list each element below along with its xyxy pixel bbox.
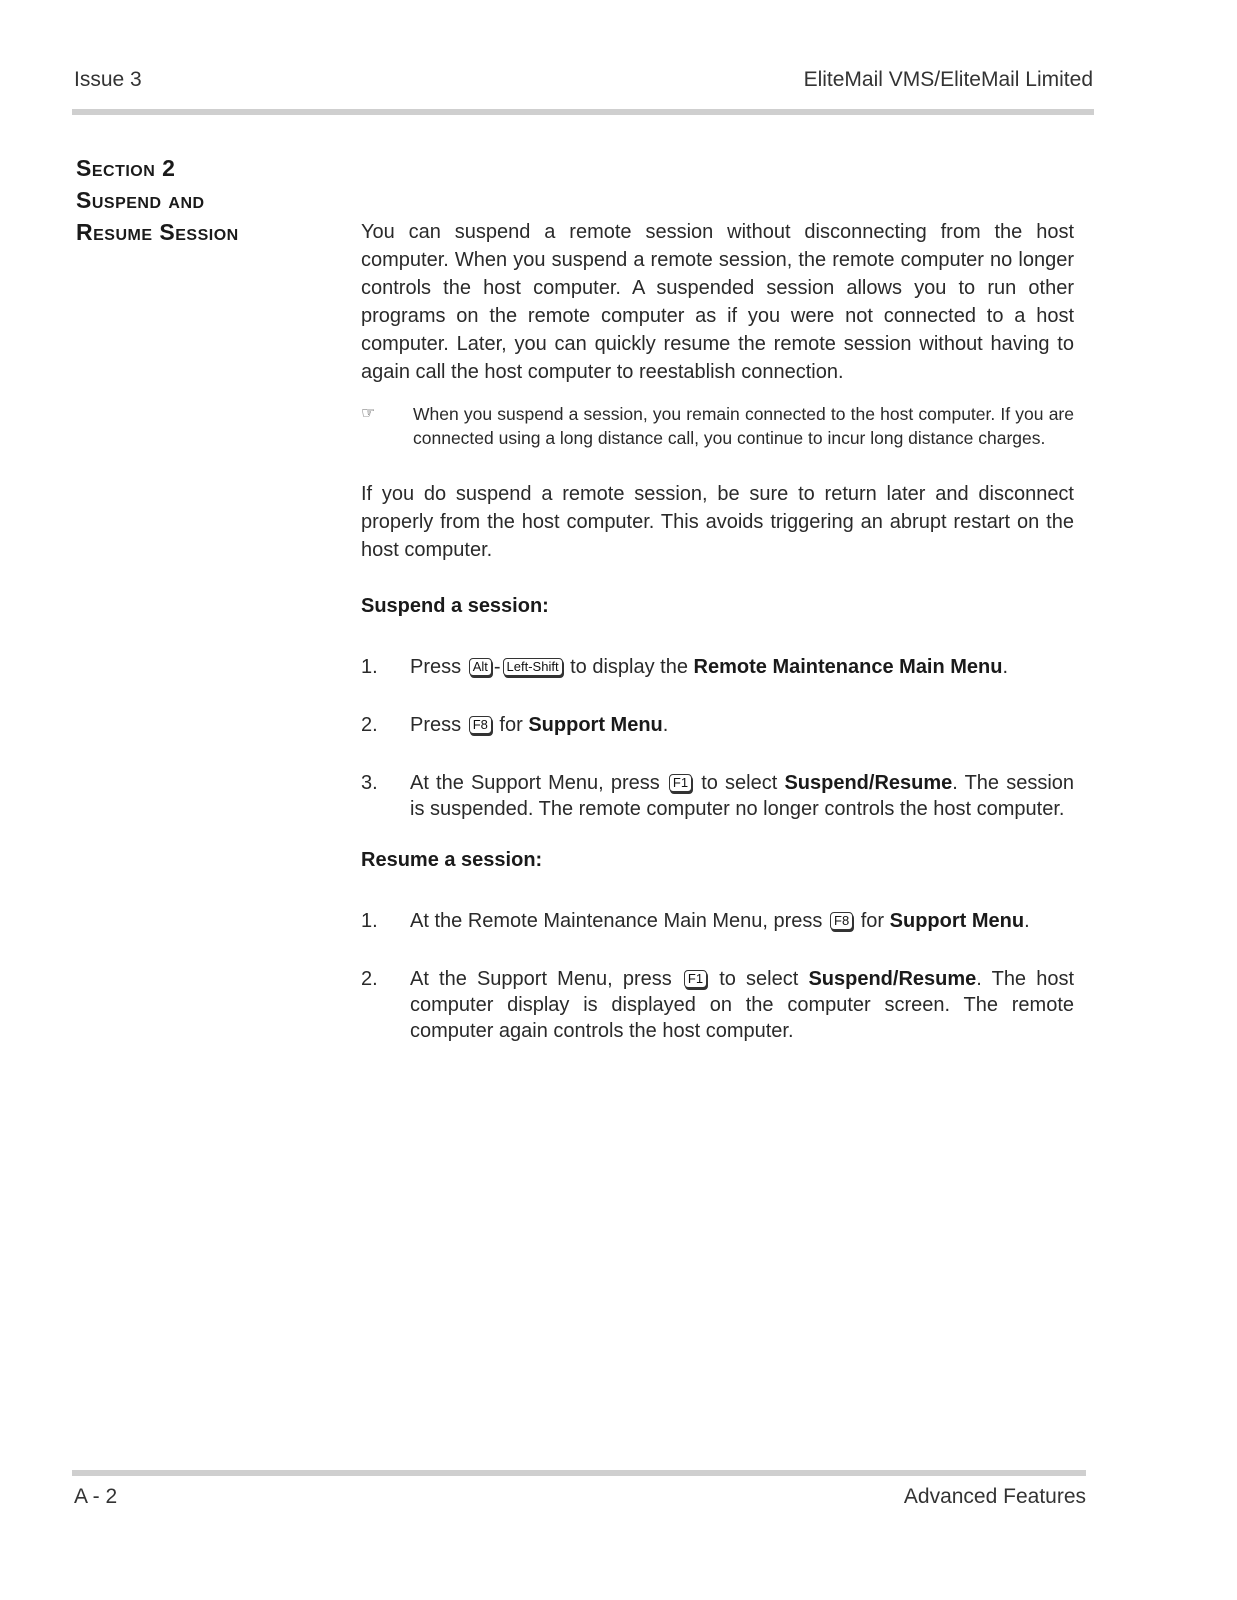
section-title bbox=[76, 152, 336, 248]
pointing-hand-icon: ☞ bbox=[361, 405, 376, 422]
suspend-step-2: 2. Press F8 for Support Menu. bbox=[361, 714, 669, 736]
resume-step-1: 1. At the Remote Maintenance Main Menu, press F8 for Support Menu. bbox=[361, 910, 1030, 932]
header-rule bbox=[72, 109, 1094, 115]
left-shift-key-icon: Left-Shift bbox=[503, 658, 563, 676]
section-title-line-3: Resume Session bbox=[76, 219, 239, 245]
f1-key-icon: F1 bbox=[669, 774, 692, 792]
intro-paragraph: You can suspend a remote session without disconnecting from the host computer. When you suspend a remote session, the remote computer no longer controls the host computer. A suspended session allows you to run other programs on the remote computer as if you were not connected to a host computer. Later, you can quickly resume the remote session without having to again call the host computer to reestablish connection. bbox=[361, 221, 1074, 383]
section-title-line-2: Suspend and bbox=[76, 187, 205, 213]
suspend-step-3: 3. At the Support Menu, press F1 to select Suspend/Resume. The session is suspended. The remote computer no longer controls the host computer. bbox=[361, 772, 1075, 820]
note-text: When you suspend a session, you remain connected to the host computer. If you are connected using a long distance call, you continue to incur long distance charges. bbox=[413, 404, 1074, 448]
footer-rule bbox=[72, 1470, 1086, 1476]
alt-key-icon: Alt bbox=[469, 658, 492, 676]
suspend-step-1: 1. Press Alt - Left-Shift to display the Remote Maintenance Main Menu. bbox=[361, 656, 1009, 678]
f1-key-icon: F1 bbox=[684, 970, 707, 988]
f8-key-icon: F8 bbox=[469, 716, 492, 734]
note bbox=[361, 402, 1074, 450]
section-title-line-1: Section 2 bbox=[76, 155, 176, 181]
page-number: A - 2 bbox=[74, 1485, 118, 1508]
footer-chapter: Advanced Features bbox=[903, 1485, 1086, 1508]
f8-key-icon: F8 bbox=[830, 912, 853, 930]
header-product: EliteMail VMS/EliteMail Limited bbox=[803, 68, 1093, 91]
header-issue: Issue 3 bbox=[74, 68, 142, 91]
main-content bbox=[361, 218, 1074, 1044]
warning-paragraph: If you do suspend a remote session, be sure to return later and disconnect properly from the host computer. This avoids triggering an abrupt restart on the host computer. bbox=[361, 483, 1074, 561]
resume-heading: Resume a session: bbox=[361, 849, 543, 871]
resume-step-2: 2. At the Support Menu, press F1 to select Suspend/Resume. The host computer display is displayed on the computer screen. The remote computer again controls the host computer. bbox=[361, 968, 1074, 1042]
suspend-heading: Suspend a session: bbox=[361, 595, 549, 617]
